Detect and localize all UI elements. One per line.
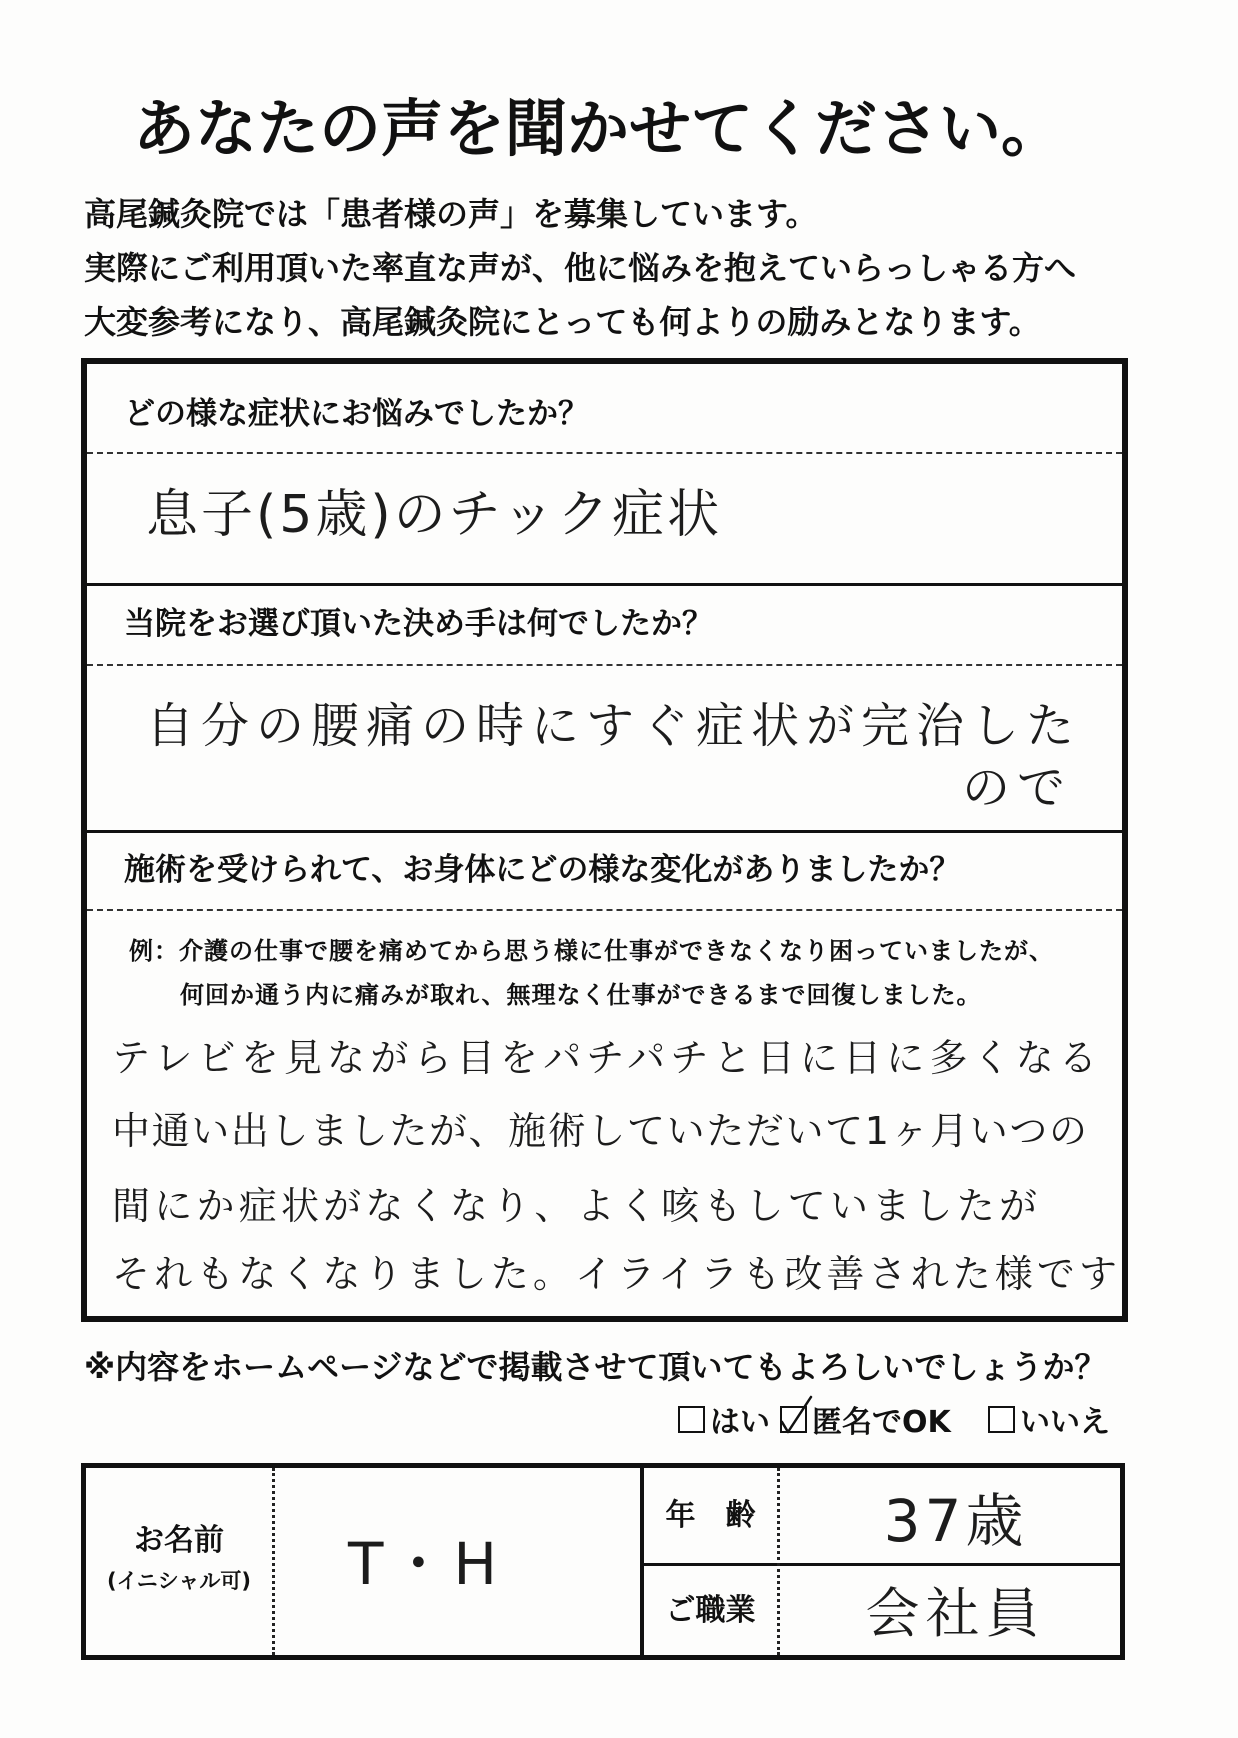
answer-reason-line: ので xyxy=(962,760,1073,816)
checkbox[interactable] xyxy=(678,1406,705,1433)
check-mark-icon xyxy=(778,1394,814,1436)
name-note: (イニシャル可) xyxy=(107,1569,251,1593)
checkbox[interactable] xyxy=(988,1406,1015,1433)
question-changes: 施術を受けられて、お身体にどの様な変化がありましたか？ xyxy=(124,852,961,888)
age-label: 年 齢 xyxy=(665,1498,756,1533)
answer-changes-line: テレビを見ながら目をパチパチと日に日に多くなる xyxy=(112,1036,1097,1080)
dotted-divider xyxy=(777,1468,780,1655)
section-divider xyxy=(87,830,1122,833)
consent-option-yes[interactable] xyxy=(678,1401,770,1440)
section-divider xyxy=(87,583,1122,586)
age-value: 37歳 xyxy=(883,1487,1028,1555)
consent-option-label: はい xyxy=(710,1405,770,1440)
intro-line: 高尾鍼灸院では「患者様の声」を募集しています。 xyxy=(84,195,818,233)
answer-symptoms: 息子(5歳)のチック症状 xyxy=(146,485,723,545)
row-divider xyxy=(642,1563,1120,1566)
questionnaire-box xyxy=(81,358,1128,1322)
example-text-line: 何回か通う内に痛みが取れ、無理なく仕事ができるまで回復しました。 xyxy=(180,981,982,1009)
answer-changes-line: 中通い出しましたが、施術していただいて1ヶ月いつの xyxy=(112,1109,1087,1153)
example-text-line: 例：介護の仕事で腰を痛めてから思う様に仕事ができなくなり困っていましたが、 xyxy=(129,937,1054,965)
consent-option-no[interactable] xyxy=(988,1401,1110,1440)
dotted-divider xyxy=(272,1468,275,1655)
answer-changes-line: 間にか症状がなくなり、よく咳もしていましたが xyxy=(112,1184,1037,1228)
intro-text xyxy=(84,187,1076,349)
checkbox[interactable] xyxy=(780,1406,807,1433)
intro-line: 大変参考になり、高尾鍼灸院にとっても何よりの励みとなります。 xyxy=(84,303,1041,341)
consent-option-label: いいえ xyxy=(1020,1405,1110,1440)
dashed-divider xyxy=(87,452,1122,454)
answer-reason-line: 自分の腰痛の時にすぐ症状が完治した xyxy=(146,698,1082,754)
question-reason: 当院をお選び頂いた決め手は何でしたか？ xyxy=(124,606,713,642)
dashed-divider xyxy=(87,909,1122,911)
consent-option-label: 匿名でOK xyxy=(812,1405,951,1440)
profile-table xyxy=(81,1463,1125,1660)
consent-question: ※内容をホームページなどで掲載させて頂いてもよろしいでしょうか？ xyxy=(84,1348,1107,1386)
form-title: あなたの声を聞かせてください。 xyxy=(133,92,1064,165)
name-value: T・H xyxy=(348,1530,504,1598)
occupation-value: 会社員 xyxy=(865,1582,1046,1645)
consent-option-anonymous[interactable] xyxy=(780,1401,951,1440)
dashed-divider xyxy=(87,664,1122,666)
answer-changes-line: それもなくなりました。イライラも改善された様です xyxy=(112,1252,1117,1296)
occupation-label: ご職業 xyxy=(665,1593,756,1628)
question-symptoms: どの様な症状にお悩みでしたか？ xyxy=(124,396,589,432)
name-label: お名前 xyxy=(134,1523,224,1558)
intro-line: 実際にご利用頂いた率直な声が、他に悩みを抱えていらっしゃる方へ xyxy=(84,249,1077,287)
